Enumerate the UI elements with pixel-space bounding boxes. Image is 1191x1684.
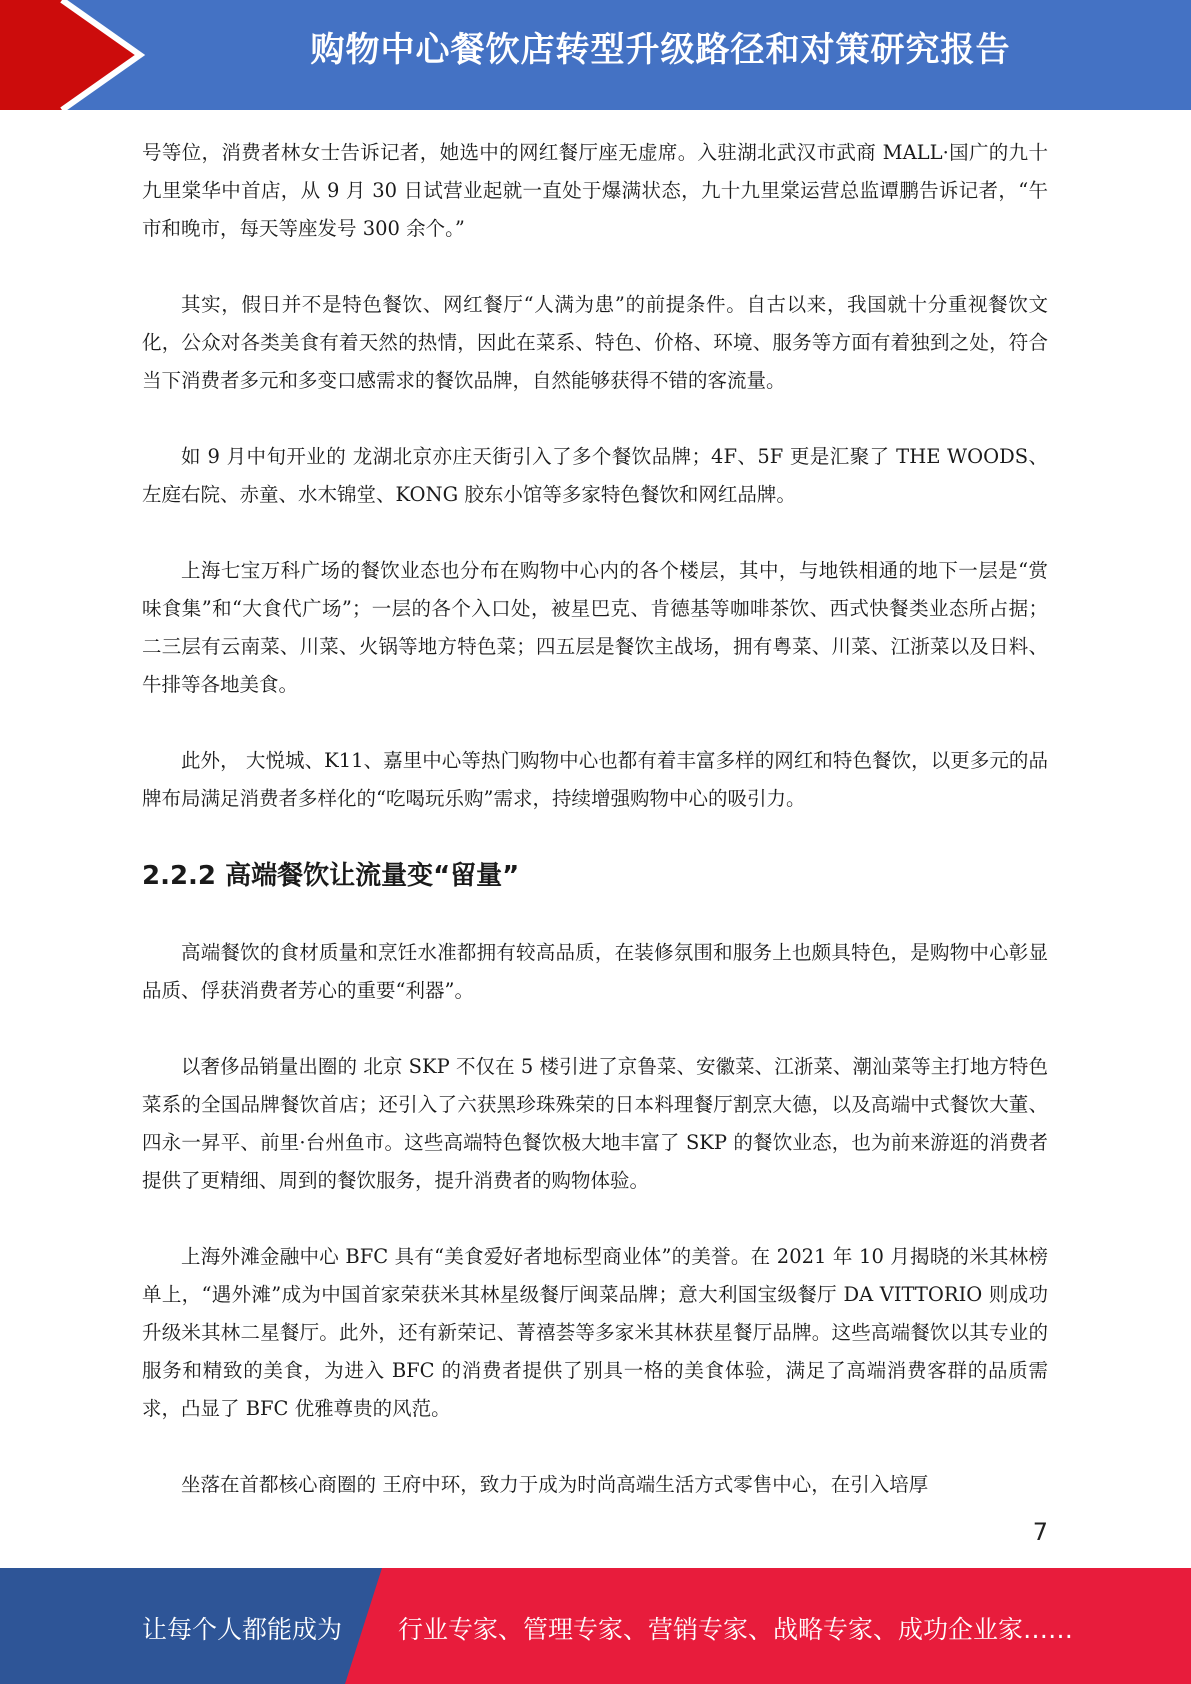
footer-slogan-left: 让每个人都能成为 [142, 1615, 343, 1644]
document-title: 购物中心餐饮店转型升级路径和对策研究报告 [310, 30, 1011, 70]
section-heading: 2.2.2 高端餐饮让流量变“留量” [142, 861, 520, 891]
paragraph-1: 号等位，消费者林女士告诉记者，她选中的网红餐厅座无虚席。入驻湖北武汉市武商 MALL·国广的九十九里棠华中首店，从 9 月 30 日试营业起就一直处于爆满状态，九十九里棠运营总监谭鹏告诉记者，“午市和晚市，每天等座发号 300 余个。” [142, 141, 1048, 240]
page-number: 7 [1032, 1518, 1048, 1546]
paragraph-7: 以奢侈品销量出圈的 北京 SKP 不仅在 5 楼引进了京鲁菜、安徽菜、江浙菜、潮汕菜等主打地方特色菜系的全国品牌餐饮首店；还引入了六获黑珍珠殊荣的日本料理餐厅割烹大德，以及高端中式餐饮大董、四永一昇平、前里·台州鱼市。这些高端特色餐饮极大地丰富了 SKP 的餐饮业态，也为前来游逛的消费者提供了更精细、周到的餐饮服务，提升消费者的购物体验。 [142, 1055, 1048, 1192]
footer-banner [0, 1568, 1191, 1684]
paragraph-2: 其实，假日并不是特色餐饮、网红餐厅“人满为患”的前提条件。自古以来，我国就十分重视餐饮文化，公众对各类美食有着天然的热情，因此在菜系、特色、价格、环境、服务等方面有着独到之处，符合当下消费者多元和多变口感需求的餐饮品牌，自然能够获得不错的客流量。 [142, 293, 1048, 392]
paragraph-9: 坐落在首都核心商圈的 王府中环，致力于成为时尚高端生活方式零售中心，在引入培厚 [181, 1473, 929, 1496]
paragraph-5: 此外， 大悦城、K11、嘉里中心等热门购物中心也都有着丰富多样的网红和特色餐饮，以更多元的品牌布局满足消费者多样化的“吃喝玩乐购”需求，持续增强购物中心的吸引力。 [142, 749, 1048, 810]
document-body [142, 134, 1048, 1542]
paragraph-8: 上海外滩金融中心 BFC 具有“美食爱好者地标型商业体”的美誉。在 2021 年 10 月揭晓的米其林榜单上，“遇外滩”成为中国首家荣获米其林星级餐厅闽菜品牌；意大利国宝级餐厅 DA VITTORIO 则成功升级米其林二星餐厅。此外，还有新荣记、菁禧荟等多家米其林获星餐厅品牌。这些高端餐饮以其专业的服务和精致的美食，为进入 BFC 的消费者提供了别具一格的美食体验，满足了高端消费客群的品质需求，凸显了 BFC 优雅尊贵的风范。 [142, 1245, 1048, 1420]
paragraph-4: 上海七宝万科广场的餐饮业态也分布在购物中心内的各个楼层，其中，与地铁相通的地下一层是“赏味食集”和“大食代广场”；一层的各个入口处，被星巴克、肯德基等咖啡茶饮、西式快餐类业态所占据；二三层有云南菜、川菜、火锅等地方特色菜；四五层是餐饮主战场，拥有粤菜、川菜、江浙菜以及日料、牛排等各地美食。 [142, 559, 1048, 696]
footer-slogan-right: 行业专家、管理专家、营销专家、战略专家、成功企业家…… [398, 1615, 1074, 1644]
header-banner [0, 0, 1191, 110]
paragraph-3: 如 9 月中旬开业的 龙湖北京亦庄天街引入了多个餐饮品牌；4F、5F 更是汇聚了 THE WOODS、左庭右院、赤童、水木锦堂、KONG 胶东小馆等多家特色餐饮和网红品牌。 [142, 445, 1048, 506]
paragraph-6: 高端餐饮的食材质量和烹饪水准都拥有较高品质，在装修氛围和服务上也颇具特色，是购物中心彰显品质、俘获消费者芳心的重要“利器”。 [142, 941, 1048, 1002]
